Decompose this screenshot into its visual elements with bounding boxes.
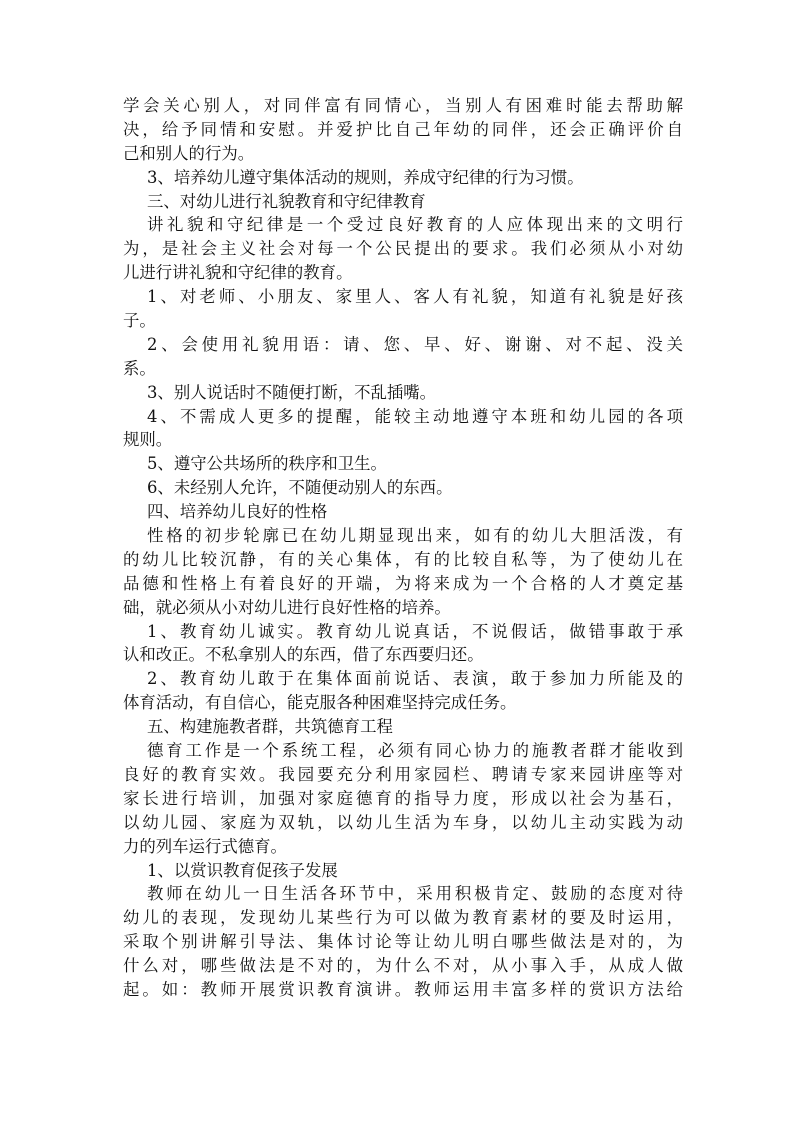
text-line: 教师在幼儿一日生活各环节中，采用积极肯定、鼓励的态度对待	[147, 884, 683, 904]
text-line: 5、遵守公共场所的秩序和卫生。	[147, 454, 387, 474]
text-line: 幼儿的表现，发现幼儿某些行为可以做为教育素材的要及时运用，	[123, 908, 683, 928]
text-line: 力的列车运行式德育。	[123, 836, 287, 856]
text-line: 系。	[123, 358, 156, 378]
text-line: 家长进行培训，加强对家庭德育的指导力度，形成以社会为基石，	[123, 788, 683, 808]
text-line: 己和别人的行为。	[123, 143, 255, 163]
text-line: 规则。	[123, 430, 173, 450]
text-line: 讲礼貌和守纪律是一个受过良好教育的人应体现出来的文明行	[147, 215, 683, 235]
text-line: 品德和性格上有着良好的开端，为将来成为一个合格的人才奠定基	[123, 573, 683, 593]
text-line: 3、培养幼儿遵守集体活动的规则，养成守纪律的行为习惯。	[147, 167, 584, 187]
text-line: 1、教育幼儿诚实。教育幼儿说真话，不说假话，做错事敢于承	[147, 621, 683, 641]
text-line: 性格的初步轮廓已在幼儿期显现出来，如有的幼儿大胆活泼，有	[147, 526, 683, 546]
text-line: 2、会使用礼貌用语：请、您、早、好、谢谢、对不起、没关	[147, 334, 683, 354]
text-line: 什么对，哪些做法是不对的，为什么不对，从小事入手，从成人做	[123, 956, 683, 976]
text-line: 良好的教育实效。我园要充分利用家园栏、聘请专家来园讲座等对	[123, 764, 683, 784]
text-line: 6、未经别人允许，不随便动别人的东西。	[147, 478, 453, 498]
text-line: 五、构建施教者群，共筑德育工程	[147, 717, 393, 737]
text-line: 4、不需成人更多的提醒，能较主动地遵守本班和幼儿园的各项	[147, 406, 683, 426]
text-line: 儿进行讲礼貌和守纪律的教育。	[123, 263, 353, 283]
text-line: 3、别人说话时不随便打断，不乱插嘴。	[147, 382, 437, 402]
text-line: 子。	[123, 311, 156, 331]
document-page	[123, 94, 683, 1002]
text-line: 认和改正。不私拿别人的东西，借了东西要归还。	[123, 645, 484, 665]
text-line: 起。如：教师开展赏识教育演讲。教师运用丰富多样的赏识方法给	[123, 979, 683, 999]
text-line: 1、以赏识教育促孩子发展	[147, 860, 338, 880]
text-line: 德育工作是一个系统工程，必须有同心协力的施教者群才能收到	[147, 741, 683, 761]
text-line: 学会关心别人，对同伴富有同情心，当别人有困难时能去帮助解	[123, 96, 683, 115]
text-line: 础，就必须从小对幼儿进行良好性格的培养。	[123, 597, 451, 617]
text-line: 的幼儿比较沉静，有的关心集体，有的比较自私等，为了使幼儿在	[123, 549, 683, 569]
text-line: 以幼儿园、家庭为双轨，以幼儿生活为车身，以幼儿主动实践为动	[123, 812, 683, 832]
text-line: 决，给予同情和安慰。并爱护比自己年幼的同伴，还会正确评价自	[123, 119, 683, 139]
text-line: 三、对幼儿进行礼貌教育和守纪律教育	[147, 191, 426, 211]
text-line: 为，是社会主义社会对每一个公民提出的要求。我们必须从小对幼	[123, 239, 683, 259]
text-line: 1、对老师、小朋友、家里人、客人有礼貌，知道有礼貌是好孩	[147, 287, 683, 307]
text-line: 采取个别讲解引导法、集体讨论等让幼儿明白哪些做法是对的，为	[123, 932, 683, 952]
text-line: 2、教育幼儿敢于在集体面前说话、表演，敢于参加力所能及的	[147, 669, 683, 689]
text-line: 四、培养幼儿良好的性格	[147, 502, 328, 522]
text-line: 体育活动，有自信心，能克服各种困难坚持完成任务。	[123, 693, 517, 713]
